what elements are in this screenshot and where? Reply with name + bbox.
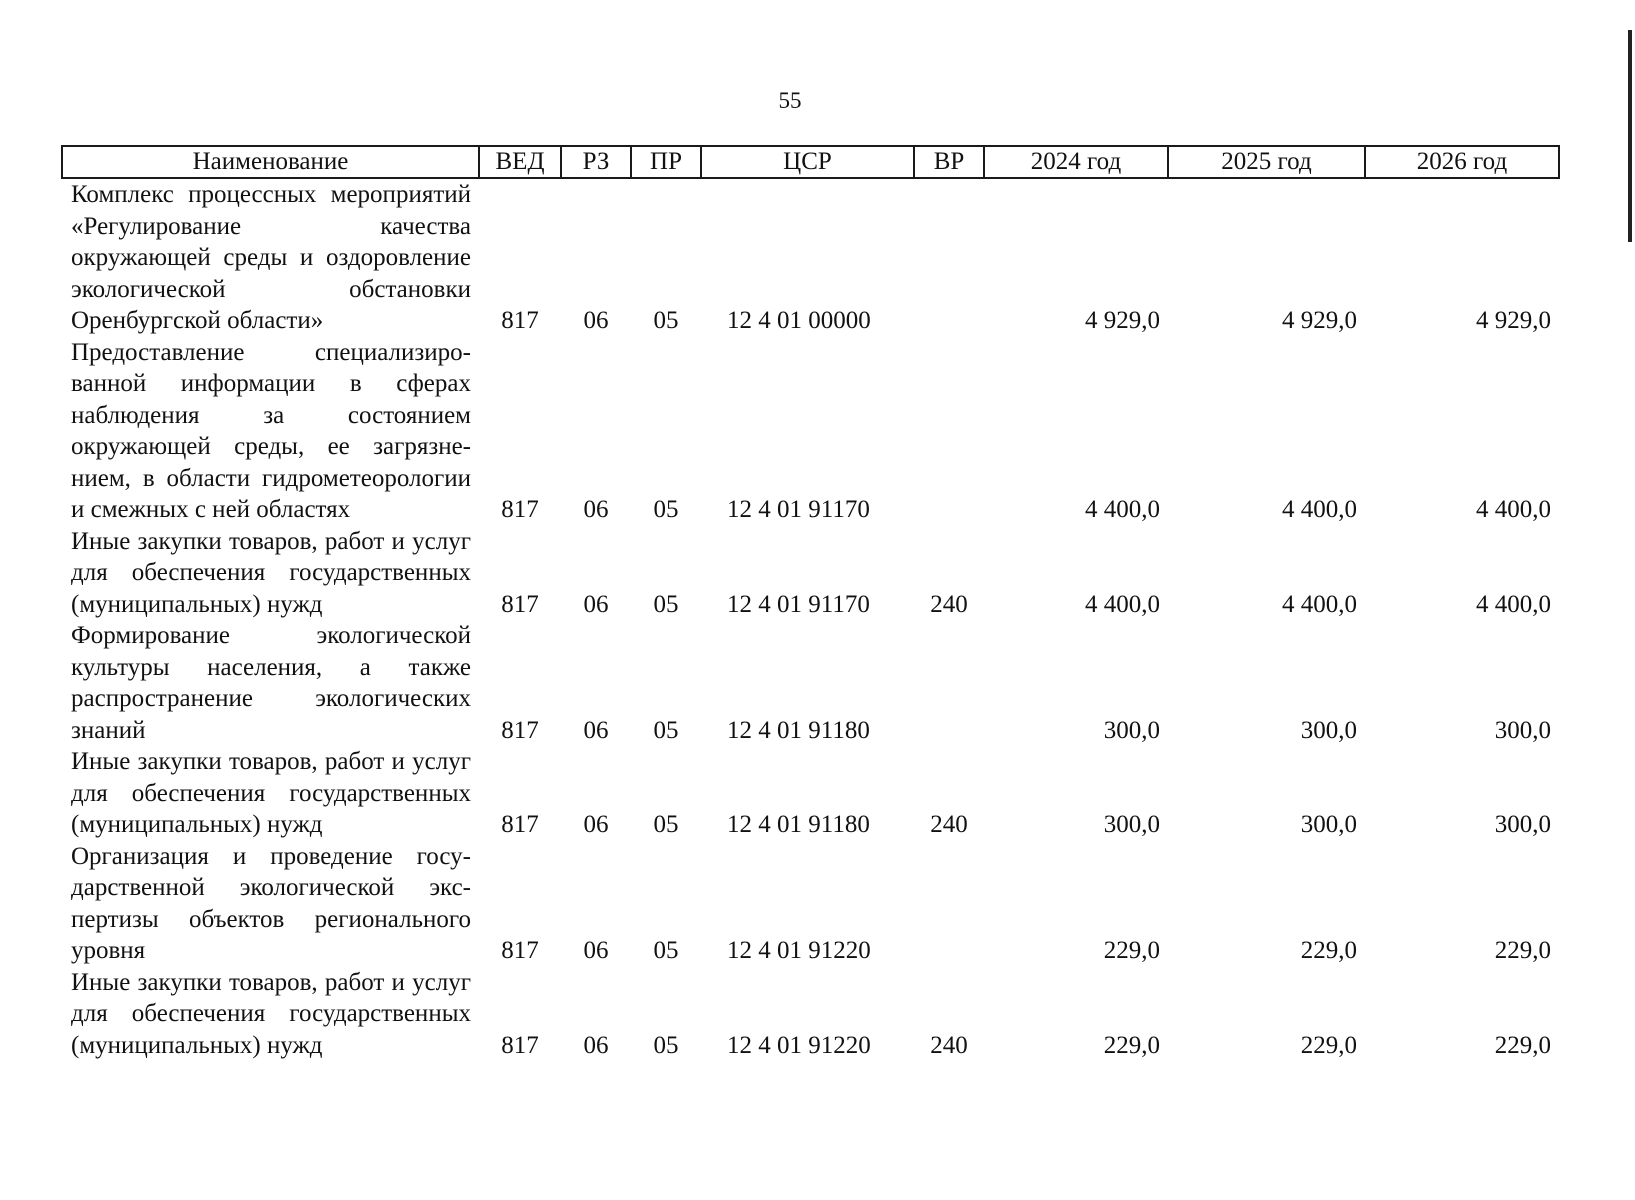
row-2025: 4 929,0 bbox=[1282, 307, 1357, 334]
row-name: Организация и проведение государственной экологической экспертизы объектов регионального уровня bbox=[71, 842, 471, 964]
row-csr: 12 4 01 91220 bbox=[727, 937, 871, 964]
row-vr bbox=[914, 841, 984, 967]
row-2026: 300,0 bbox=[1494, 811, 1551, 838]
row-2026: 4 929,0 bbox=[1476, 307, 1551, 334]
header-2026: 2026 год bbox=[1365, 146, 1559, 178]
row-2025: 300,0 bbox=[1300, 716, 1357, 744]
row-2025: 229,0 bbox=[1300, 1031, 1357, 1059]
table-row bbox=[62, 526, 1559, 621]
row-csr: 12 4 01 00000 bbox=[727, 307, 871, 334]
row-ved: 817 bbox=[501, 937, 539, 964]
row-2026: 4 400,0 bbox=[1476, 496, 1551, 523]
row-rz: 06 bbox=[583, 590, 609, 618]
row-2024: 4 400,0 bbox=[1085, 496, 1160, 523]
row-vr: 240 bbox=[930, 811, 968, 838]
row-name: Комплекс процессных мероприятий «Регулирование качества окружающей среды и оздоровление экологической обстановки Оренбургской области» bbox=[71, 181, 471, 334]
header-vr: ВР bbox=[914, 146, 984, 178]
row-2024: 229,0 bbox=[1103, 1031, 1160, 1059]
row-name: Иные закупки товаров, работ и услуг для обеспечения государственных (муниципальных) нужд bbox=[71, 968, 471, 1059]
row-2026: 300,0 bbox=[1494, 716, 1551, 744]
row-vr: 240 bbox=[930, 590, 968, 618]
row-ved: 817 bbox=[501, 307, 539, 334]
header-2025: 2025 год bbox=[1168, 146, 1365, 178]
row-rz: 06 bbox=[583, 716, 609, 744]
header-csr: ЦСР bbox=[701, 146, 914, 178]
row-2026: 229,0 bbox=[1494, 1031, 1551, 1059]
budget-table bbox=[61, 145, 1560, 1061]
header-rz: РЗ bbox=[561, 146, 631, 178]
row-2025: 4 400,0 bbox=[1282, 496, 1357, 523]
row-ved: 817 bbox=[501, 590, 539, 618]
row-2024: 4 400,0 bbox=[1085, 590, 1160, 618]
row-pr: 05 bbox=[653, 496, 679, 523]
header-pr: ПР bbox=[631, 146, 701, 178]
row-2025: 229,0 bbox=[1300, 937, 1357, 964]
table-row bbox=[62, 620, 1559, 746]
scan-edge-mark bbox=[1628, 30, 1632, 242]
row-name: Иные закупки товаров, работ и услуг для обеспечения государственных (муниципальных) нужд bbox=[71, 527, 471, 618]
row-name: Формирование экологической культуры населения, а также распространение экологических знаний bbox=[71, 622, 471, 744]
row-2024: 300,0 bbox=[1103, 811, 1160, 838]
row-2024: 229,0 bbox=[1103, 937, 1160, 964]
row-ved: 817 bbox=[501, 1031, 539, 1059]
row-csr: 12 4 01 91180 bbox=[727, 716, 870, 744]
row-csr: 12 4 01 91180 bbox=[727, 811, 870, 838]
row-2024: 4 929,0 bbox=[1085, 307, 1160, 334]
row-vr: 240 bbox=[930, 1031, 968, 1059]
row-ved: 817 bbox=[501, 716, 539, 744]
header-name: Наименование bbox=[62, 146, 479, 178]
row-csr: 12 4 01 91220 bbox=[727, 1031, 871, 1059]
row-ved: 817 bbox=[501, 811, 539, 838]
header-ved: ВЕД bbox=[479, 146, 561, 178]
row-2026: 4 400,0 bbox=[1476, 590, 1551, 618]
row-vr bbox=[914, 178, 984, 337]
table-row bbox=[62, 967, 1559, 1062]
row-ved: 817 bbox=[501, 496, 539, 523]
row-pr: 05 bbox=[653, 716, 679, 744]
row-2025: 300,0 bbox=[1300, 811, 1357, 838]
row-2024: 300,0 bbox=[1103, 716, 1160, 744]
header-2024: 2024 год bbox=[984, 146, 1168, 178]
row-rz: 06 bbox=[583, 811, 609, 838]
row-name: Иные закупки товаров, работ и услуг для обеспечения государственных (муниципальных) нужд bbox=[71, 748, 471, 838]
page-number: 55 bbox=[778, 88, 802, 113]
row-pr: 05 bbox=[653, 937, 679, 964]
row-pr: 05 bbox=[653, 307, 679, 334]
row-rz: 06 bbox=[583, 496, 609, 523]
table-row bbox=[62, 178, 1559, 337]
table-row bbox=[62, 746, 1559, 841]
row-name: Предоставление специализированной информации в сферах наблюдения за состоянием окружающей среды, ее загрязнением, в области гидрометеорологии и смежных с ней областях bbox=[71, 338, 471, 523]
table-row bbox=[62, 337, 1559, 526]
row-rz: 06 bbox=[583, 937, 609, 964]
table-header-row bbox=[62, 146, 1559, 178]
row-pr: 05 bbox=[653, 590, 679, 618]
table-row bbox=[62, 841, 1559, 967]
row-rz: 06 bbox=[583, 1031, 609, 1059]
row-2025: 4 400,0 bbox=[1282, 590, 1357, 618]
row-rz: 06 bbox=[583, 307, 609, 334]
row-csr: 12 4 01 91170 bbox=[727, 496, 870, 523]
row-csr: 12 4 01 91170 bbox=[727, 590, 870, 618]
row-vr bbox=[914, 620, 984, 746]
row-pr: 05 bbox=[653, 811, 679, 838]
row-vr bbox=[914, 337, 984, 526]
row-2026: 229,0 bbox=[1494, 937, 1551, 964]
row-pr: 05 bbox=[653, 1031, 679, 1059]
